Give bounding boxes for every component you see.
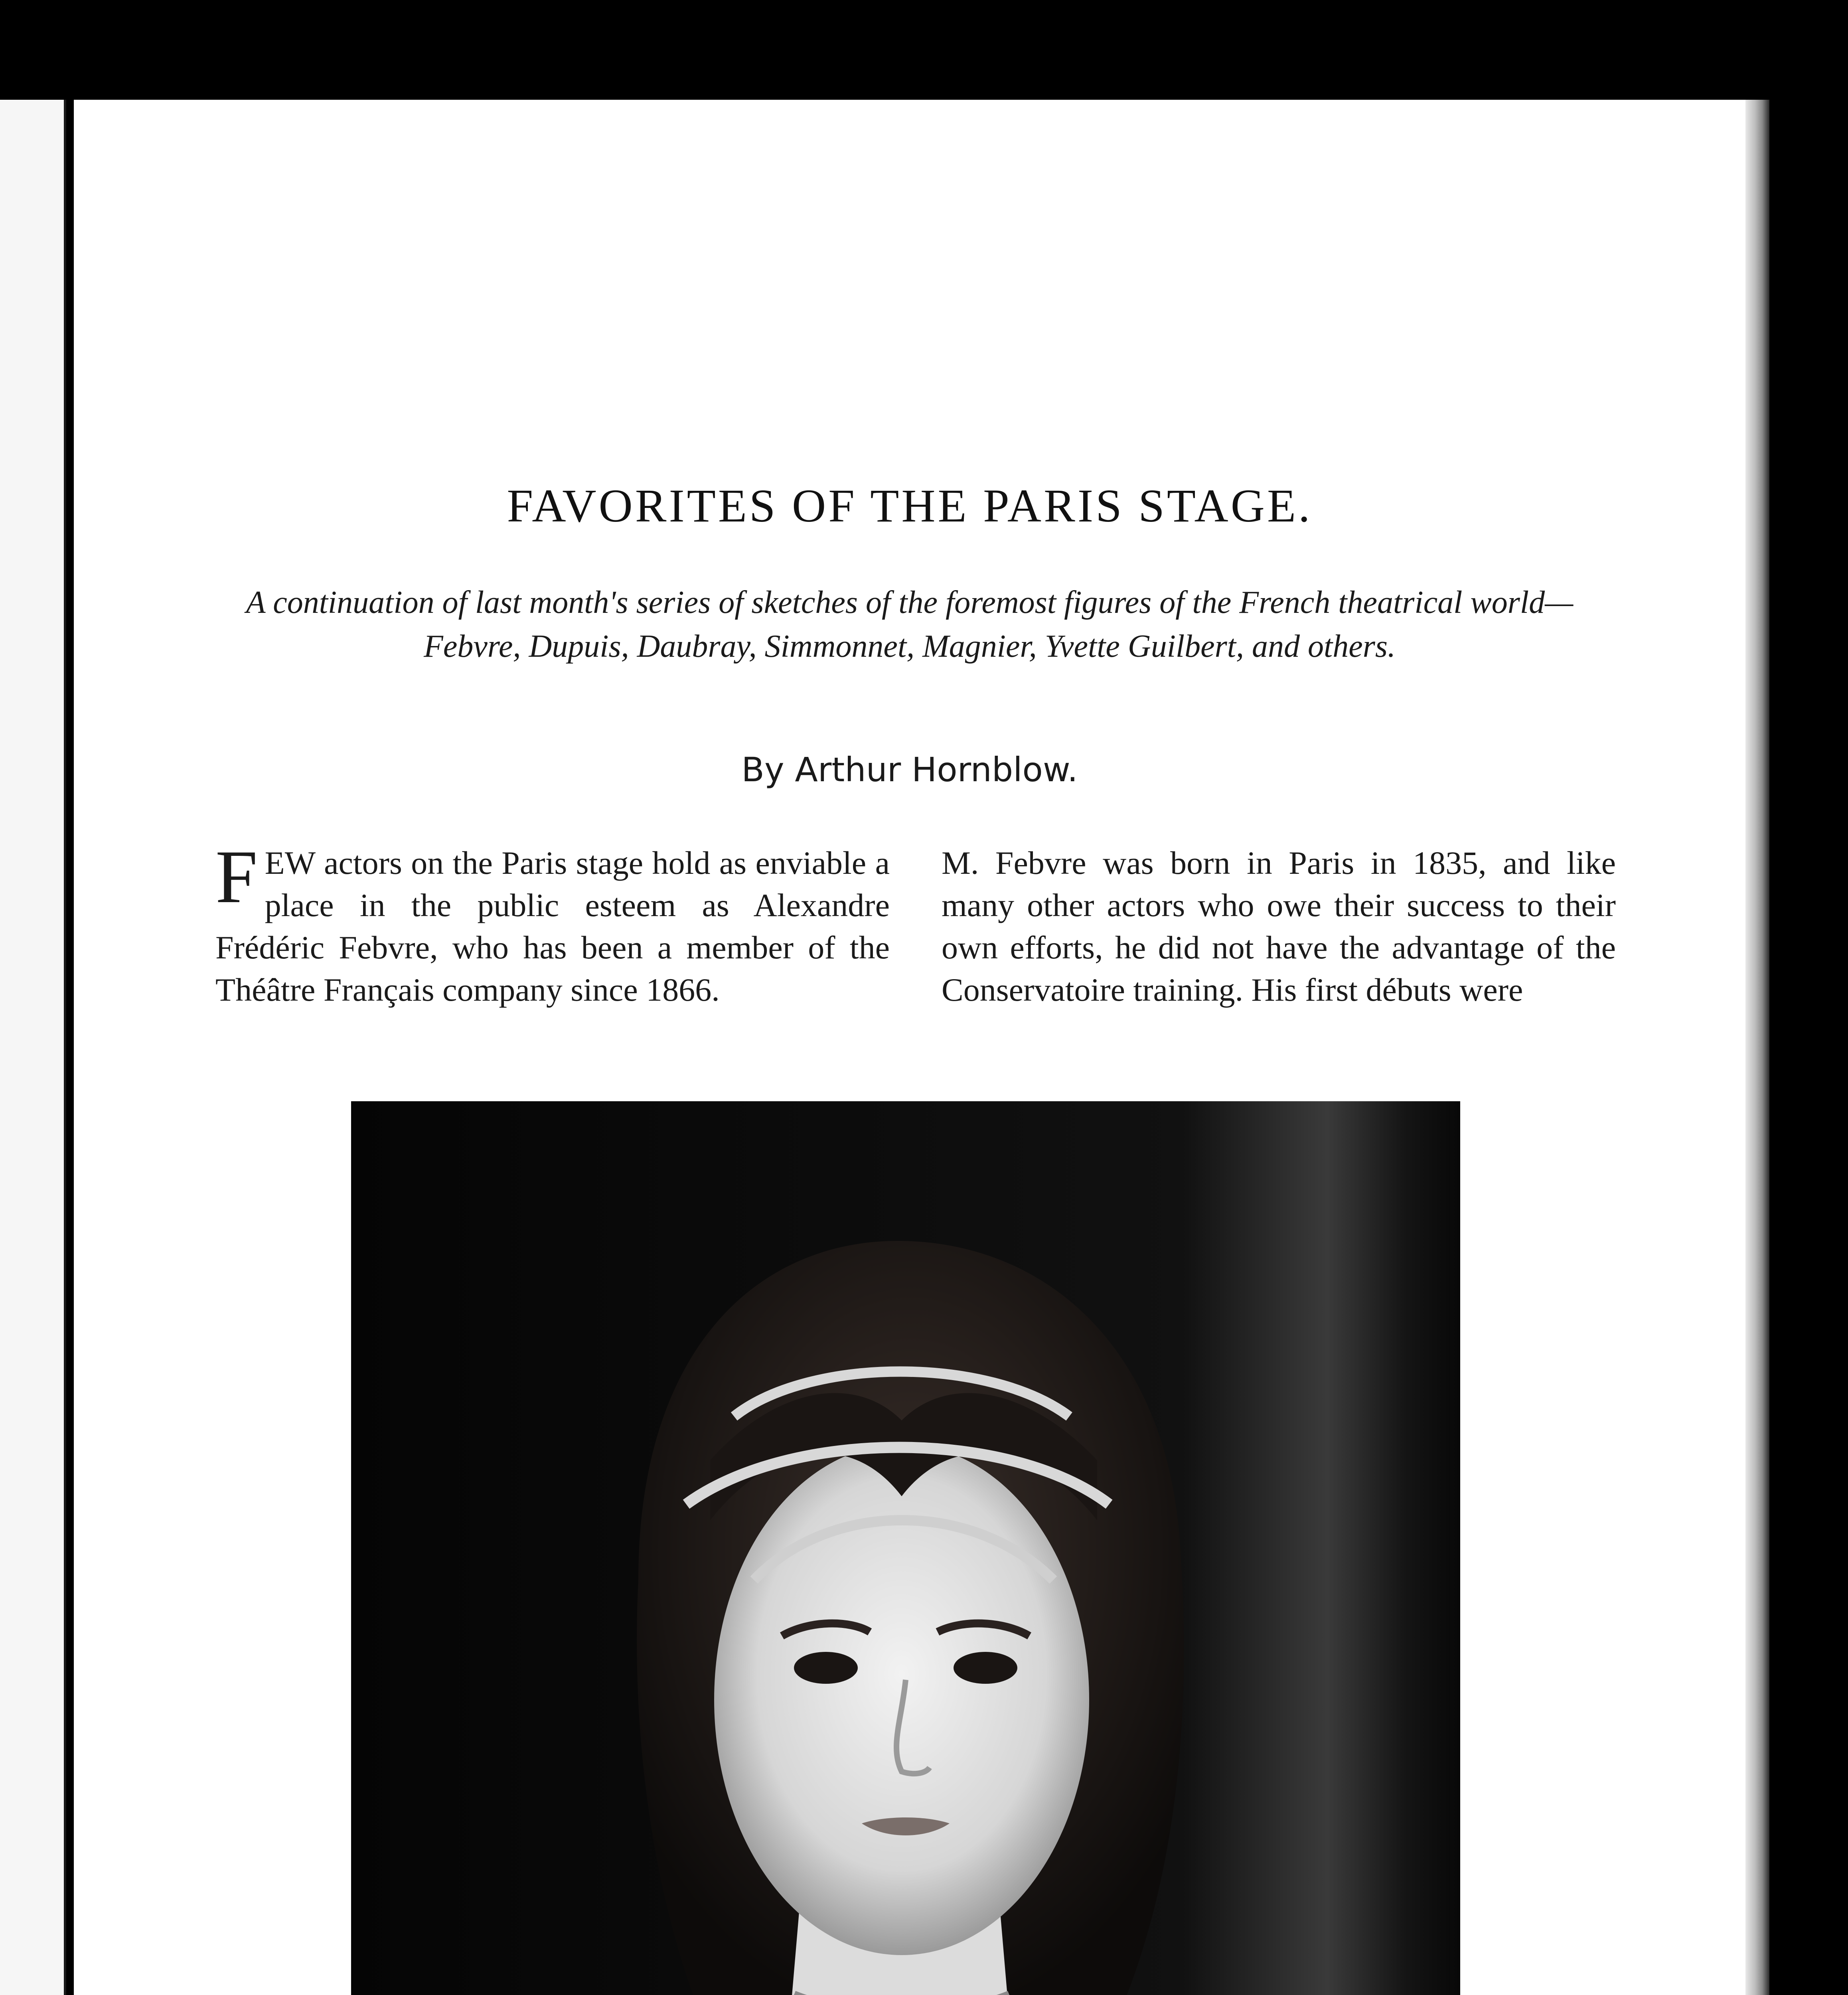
facing-page-edge [0,100,66,1995]
paragraph-opening-text: EW actors on the Paris stage hold as enviable a place in the public esteem as Alexandre Frédéric Febvre, who has been a member of the Théâtre Français company since 1866. [215,845,890,1008]
page-spine-shadow [1745,100,1769,1995]
text-column-right [942,842,1616,1011]
article-byline: By Arthur Hornblow. [741,750,1078,789]
drop-cap: F [215,835,258,919]
paragraph-opening [215,835,890,1011]
text-column-left [215,835,890,1011]
article-title: FAVORITES OF THE PARIS STAGE. [507,480,1313,532]
article-subtitle: A continuation of last month's series of sketches of the foremost figures of the French theatrical world—Febvre, Dupuis, Daubray, Simmonnet, Magnier, Yvette Guilbert, and others. [246,585,1574,664]
paragraph-second: M. Febvre was born in Paris in 1835, and like many other actors who owe their success to their own efforts, he did not have the advantage of the Conservatoire training. His first débuts were [942,845,1616,1008]
portrait-photograph [351,1101,1460,1995]
portrait-illustration [351,1101,1460,1995]
